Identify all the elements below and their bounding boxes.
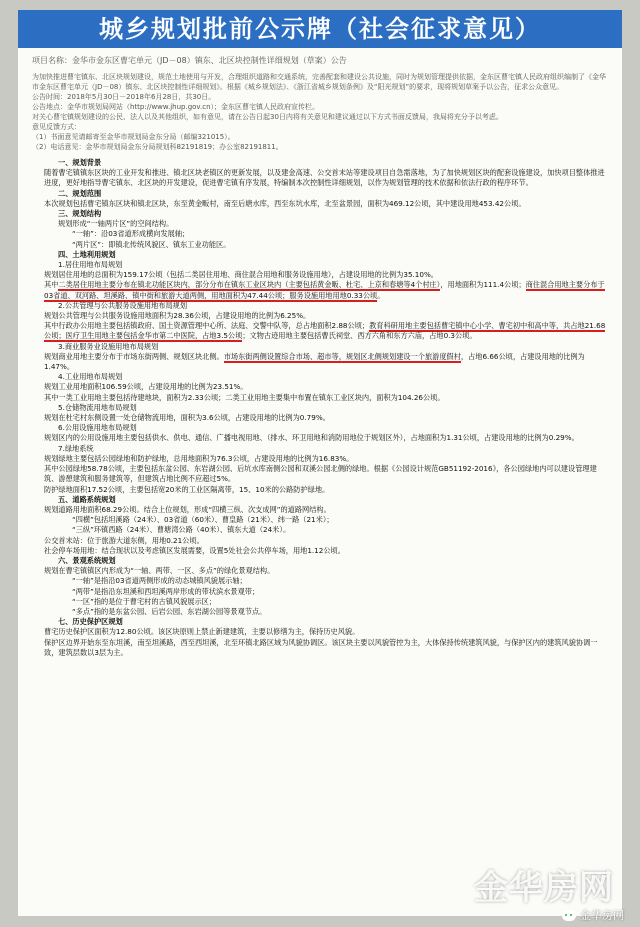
body-paragraph: 随着曹宅镇镇东区块的工业开发和推进、镇北区块老镇区的更新发展，以及建金高速、公交首末站等建设项目自急需落地，为了加快规划区块的配套设施建设，加快项目整体推进进度，更好地指导曹宅镇东、北区块的开发建设，促进曹宅镇有序发展，特编制本次控制性详细规划，以作为规划管理的技术依据和依法行政的程序环节。: [44, 168, 605, 188]
text-run: 。: [377, 290, 385, 300]
body-paragraph: 本次规划包括曹宅镇东区块和镇北区块，东至黄金畈村，南至后塘水库，西至东坑水库，北至盆景园，面积为469.12公顷，其中建设用地453.42公顷。: [44, 198, 526, 208]
plan-content: [18, 152, 622, 658]
notice-sheet: [18, 48, 622, 916]
subsection-heading: 1.居住用地布局规划: [58, 260, 123, 270]
text-run: ，占地6.66公顷，占建设用地的比例为1.47%。: [44, 351, 585, 372]
intro-paragraph: （1）书面意见请邮寄至金华市规划局金东分局（邮编321015）。: [32, 133, 235, 141]
intro-paragraph: 公告时间：2018年5月30日－2018年6月28日，共30日。: [32, 93, 216, 101]
body-paragraph: “一区”指的是位于曹宅村的古镇风貌展示区；: [72, 596, 217, 606]
body-paragraph: [44, 321, 608, 341]
body-paragraph: 规划居住用地的总面积为159.17公顷（包括二类居住用地、商住混合用地和服务设施用地），占建设用地的比例为35.10%。: [44, 270, 438, 280]
section-heading: 五、道路系统规划: [58, 494, 116, 504]
intro-paragraph: 意见反馈方式：: [32, 123, 81, 131]
body-paragraph: “四横”包括坦溪路（24米）、03省道（60米）、曹皇路（21米）、纬一路（21米）；: [72, 515, 334, 525]
subsection-heading: 5.仓储物流用地布局规划: [58, 402, 137, 412]
intro-paragraph: 公告地点：金华市规划局网站（http://www.jhup.gov.cn）；金东区曹宅镇人民政府宣传栏。: [32, 103, 320, 111]
text-run: 其中行政办公用地主要包括镇政府、国土资源管理中心所、法庭、交警中队等，总占地面积2.88公顷；: [44, 321, 370, 331]
subsection-heading: 2.公共管理与公共服务设施用地布局规划: [58, 300, 188, 310]
intro-paragraph: 为加快推进曹宅镇东、北区块规划建设，规范土地使用与开发，合理组织道路和交通系统，完善配套和建设公共设施，同时为规划管理提供依据，金东区曹宅镇人民政府组织编制了《金华市金东区曹宅单元（JD－08）镇东、北区块控制性详细规划》。根据《城乡规划法》、《浙江省城乡规划条例》及“阳光规划”的要求，现将规划草案予以公告，征求公众意见。: [32, 73, 606, 91]
subsection-heading: 7.绿地系统: [58, 443, 94, 453]
subsection-heading: 3.商业服务业设施用地布局规划: [58, 341, 159, 351]
text-run: ；文物古迹用地主要包括曹氏祠堂、西方六角和东方六庙，占地0.3公顷。: [242, 331, 477, 341]
body-paragraph: 规划道路用地面积68.29公顷。结合上位规划，形成“四横三纵、次支成网”的道路网结构。: [44, 504, 331, 514]
body-paragraph: [44, 352, 608, 372]
body-paragraph: 规划绿地主要包括公园绿地和防护绿地，总用地面积为76.3公顷，占建设用地的比例为16.83%。: [44, 453, 354, 463]
wechat-icon: [562, 910, 576, 921]
subsection-heading: 6.公用设施用地布局规划: [58, 423, 137, 433]
body-paragraph: “一轴”是指沿03省道两侧形成的动态城镇风貌展示轴；: [72, 576, 247, 586]
body-paragraph: 社会停车场用地：结合现状以及考虑镇区发展需要，设置5处社会公共停车场，用地1.12公顷。: [44, 545, 345, 555]
intro-paragraph: （2）电话意见：金华市规划局金东分局规划科82191819；办公室82191811。: [32, 143, 283, 151]
section-heading: 三、规划结构: [58, 209, 102, 219]
body-paragraph: 规划工业用地面积106.59公顷，占建设用地的比例为23.51%。: [44, 382, 248, 392]
body-paragraph: “两带”是指沿东坦溪和西坦溪两岸形成的带状滨水景观带；: [72, 586, 260, 596]
section-heading: 四、土地利用规划: [58, 249, 116, 259]
text-run: 其中: [44, 280, 59, 290]
announcement-intro: [32, 72, 608, 152]
body-paragraph: 公交首末站：位于旅游大道东侧，用地0.21公顷。: [44, 535, 204, 545]
wechat-watermark: [562, 907, 624, 923]
highlighted-text: 教育科研用地主要包括曹宅镇中心小学、曹宅初中和高中等，共占地21.68公顷；医疗卫生用地主要包括金华市第二中医院，占地3.5公顷: [44, 321, 606, 341]
wechat-account-label: 金华房网: [580, 909, 624, 922]
body-paragraph: 规划在杜宅村东侧设置一处仓储物流用地，面积为3.6公顷，占建设用地的比例为0.79%。: [44, 413, 330, 423]
text-run: 规划商业用地主要分布于市场东街两侧、规划区块北侧。: [44, 351, 224, 361]
section-heading: 七、历史保护区规划: [58, 617, 123, 627]
site-watermark: 金华房网: [474, 868, 614, 908]
page-title-banner: 城乡规划批前公示牌（社会征求意见）: [18, 10, 622, 48]
body-paragraph: 其中一类工业用地主要包括待建地块，面积为2.33公顷；二类工业用地主要集中布置在镇东工业区块内，面积为104.26公顷。: [44, 392, 445, 402]
section-heading: 六、景观系统规划: [58, 555, 116, 565]
body-paragraph: “三纵”环镇西路（24米）、曹塘湾公路（40米）、镇东大道（24米）。: [72, 525, 291, 535]
body-paragraph: 规划在曹宅镇镇区内形成为“一轴、两带、一区、多点”的绿化景观结构。: [44, 566, 275, 576]
body-paragraph: “多点”指的是东盆公园、后岩公园、东岩湖公园等景观节点。: [72, 606, 267, 616]
body-paragraph: 规划公共管理与公共服务设施用地面积为28.36公顷，占建设用地的比例为6.25%。: [44, 311, 311, 321]
body-paragraph: “两片区”：即镇北传统风貌区、镇东工业功能区。: [72, 239, 231, 249]
subsection-heading: 规划形成“一轴两片区”的空间结构。: [58, 219, 174, 229]
section-heading: 二、规划范围: [58, 188, 102, 198]
body-paragraph: 保护区边界开始东至东坦溪，南至坦溪路，西至西坦溪，北至环镇北路区域为风貌协调区。该区块主要以风貌管控为主，大体保持传统建筑风貌，与保护区内的建筑风貌协调一致，建筑层数以3层为主。: [44, 637, 598, 657]
body-paragraph: “一轴”：沿03省道形成横向发展轴；: [72, 229, 190, 239]
body-paragraph: 其中公园绿地58.78公顷，主要包括东盆公园、东岩湖公园、后坑水库南侧公园和双溪公园北侧的绿地。根据《公园设计规范GB51192-2016》，各公园绿地内可以建设管理建筑、游憩建筑和服务建筑等，但建筑占地比例不应超过5%。: [44, 464, 597, 484]
project-name: 项目名称：金华市金东区曹宅单元（JD－08）镇东、北区块控制性详细规划（草案）公告: [32, 56, 347, 65]
body-paragraph: 防护绿地面积17.52公顷，主要包括宽20米的工业区隔离带，15、10米的公路防护绿地。: [44, 484, 330, 494]
text-run: ，用地面积为111.4公顷；: [440, 280, 526, 290]
subsection-heading: 4.工业用地布局规划: [58, 372, 123, 382]
section-heading: 一、规划背景: [58, 158, 102, 167]
highlighted-text: 市场东街两侧设置综合市场、超市等，规划区北侧规划建设一个旅游度假村: [223, 351, 461, 361]
body-paragraph: 曹宅历史保护区面积为12.80公顷。该区块原则上禁止新建建筑，主要以修缮为主，保持历史风貌。: [44, 627, 360, 637]
intro-paragraph: 对关心曹宅镇规划建设的公民、法人以及其他组织，如有意见，请在公告日起30日内将有关意见和建议通过以下方式书面反馈局，我局将充分予以考虑。: [32, 113, 503, 121]
notice-header: [18, 48, 622, 152]
body-paragraph: [44, 280, 608, 300]
body-paragraph: 规划区内的公用设施用地主要包括供水、供电、通信、广播电视用地、（排水、环卫用地和消防用地位于规划区外），占地面积为1.31公顷，占建设用地的比例为0.29%。: [44, 433, 579, 443]
highlighted-text: 二类居住用地主要分布在镇北功能区块内，部分分布在镇东工业区块内（主要包括黄金畈、杜宅、上京和春塘等4个村庄）: [58, 280, 441, 290]
highlighted-text: 商住混合用地主要分布于03省道、双河路、坦溪路、镇中街和旅游大道两侧，用地面积为47.44公顷；服务设施用地用地0.33公顷: [44, 280, 605, 300]
